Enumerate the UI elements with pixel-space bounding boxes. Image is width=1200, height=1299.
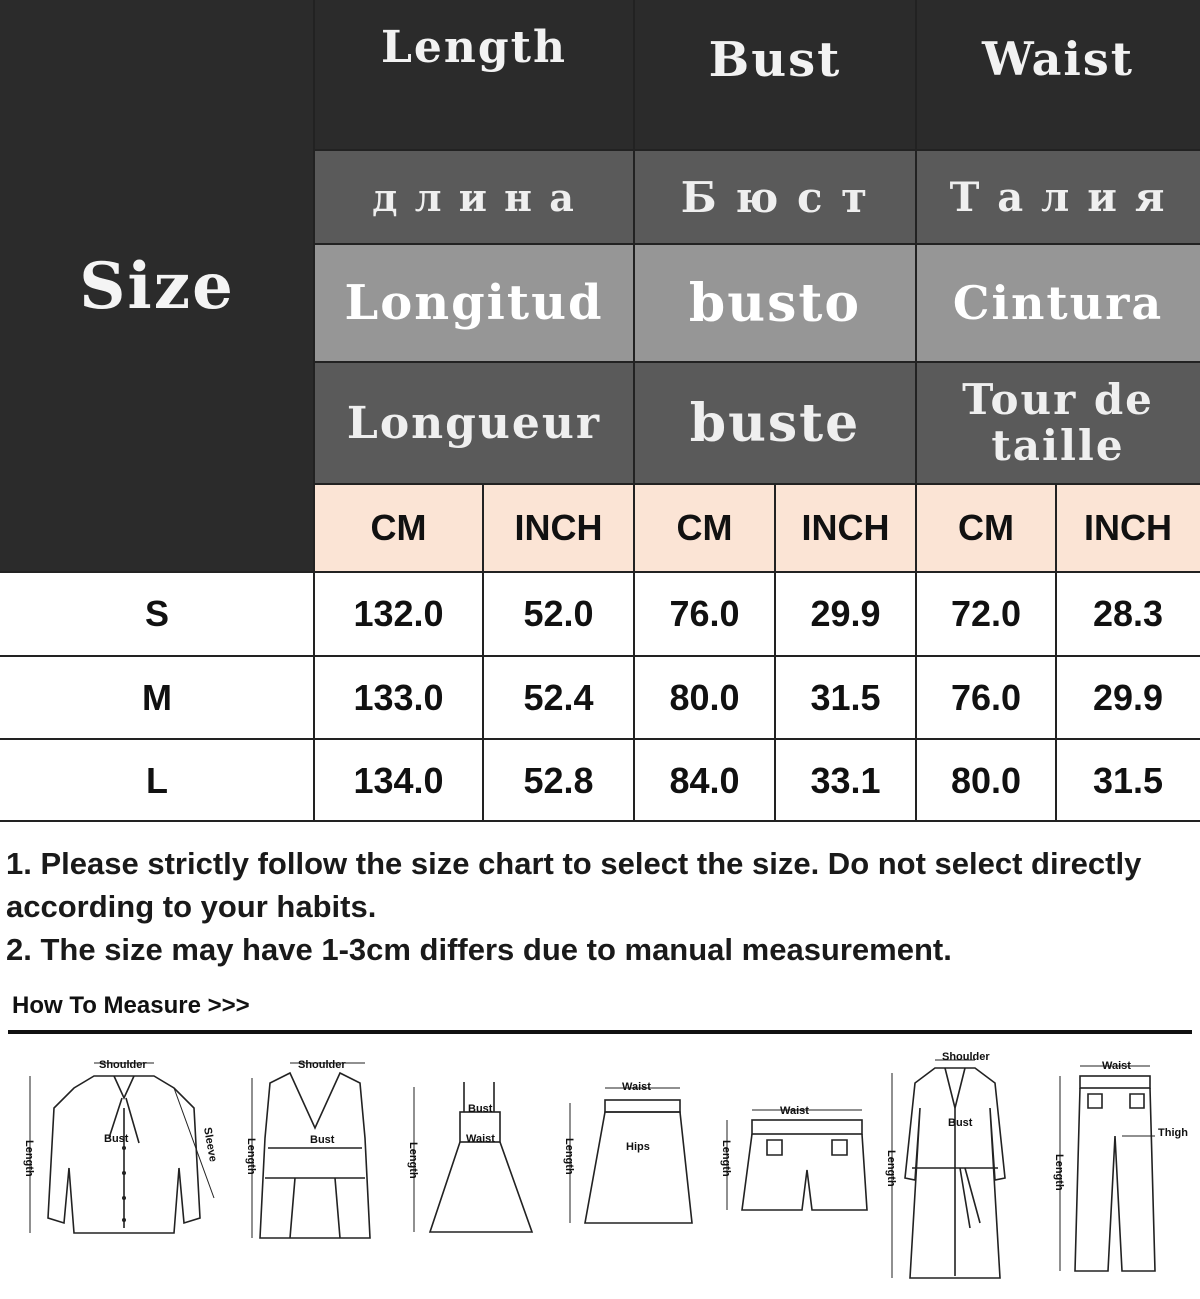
value-cell bbox=[634, 572, 775, 656]
value-cell bbox=[314, 572, 483, 656]
length-es-header bbox=[314, 244, 634, 362]
thigh-label: Thigh bbox=[1158, 1127, 1188, 1139]
length-en-header bbox=[314, 0, 634, 150]
strap-dress-diagram bbox=[402, 1072, 552, 1252]
size-cell bbox=[0, 739, 314, 822]
value-cell bbox=[1056, 572, 1200, 656]
length-label: Length bbox=[407, 1142, 419, 1179]
bust-ru-header bbox=[634, 150, 916, 244]
bust-ru-label: Б ю с т bbox=[680, 172, 870, 222]
bust-label: Bust bbox=[468, 1103, 493, 1115]
bust-en-label: Bust bbox=[708, 32, 842, 88]
length-ru-header bbox=[314, 150, 634, 244]
shorts-icon bbox=[712, 1100, 872, 1230]
unit-header-cell bbox=[775, 484, 916, 572]
value-cell bbox=[314, 739, 483, 822]
grid-line bbox=[314, 149, 1200, 151]
value-text: 29.9 bbox=[1092, 676, 1164, 718]
value-cell bbox=[634, 739, 775, 822]
value-text: 134.0 bbox=[353, 759, 444, 801]
length-fr-label: Longueur bbox=[346, 397, 602, 449]
unit-label: CM bbox=[370, 507, 427, 548]
unit-label: CM bbox=[958, 507, 1014, 548]
value-cell bbox=[634, 656, 775, 739]
size-header-label: Size bbox=[79, 248, 235, 324]
waist-es-label: Cintura bbox=[952, 276, 1164, 330]
coat-diagram bbox=[880, 1048, 1030, 1284]
waist-ru-header bbox=[916, 150, 1200, 244]
bust-fr-label: buste bbox=[689, 392, 861, 454]
length-label: Length bbox=[720, 1140, 732, 1177]
trousers-icon bbox=[1040, 1056, 1196, 1282]
shorts-diagram bbox=[712, 1100, 872, 1230]
value-text: 84.0 bbox=[669, 759, 740, 801]
length-label: Length bbox=[1053, 1154, 1065, 1191]
value-text: 132.0 bbox=[353, 593, 444, 634]
grid-line bbox=[314, 243, 1200, 245]
bust-fr-header bbox=[634, 362, 916, 484]
value-cell bbox=[916, 739, 1056, 822]
value-cell bbox=[483, 739, 634, 822]
value-text: 76.0 bbox=[950, 676, 1022, 718]
skirt-diagram bbox=[560, 1078, 700, 1238]
waist-fr-label-line1: Tour de bbox=[962, 375, 1154, 424]
unit-header-cell bbox=[1056, 484, 1200, 572]
value-text: 29.9 bbox=[810, 593, 881, 634]
note-2: 2. The size may have 1-3cm differs due to manual measurement. bbox=[6, 932, 952, 967]
tank-top-diagram bbox=[240, 1048, 390, 1248]
value-text: 52.8 bbox=[523, 759, 594, 801]
value-text: 31.5 bbox=[810, 676, 881, 718]
length-label: Length bbox=[23, 1140, 35, 1177]
length-en-label: Length bbox=[380, 22, 567, 73]
value-text: 133.0 bbox=[353, 676, 444, 718]
value-cell bbox=[1056, 656, 1200, 739]
bust-es-label: busto bbox=[688, 272, 862, 334]
unit-header-cell bbox=[916, 484, 1056, 572]
length-ru-label: д л и н а bbox=[372, 174, 576, 220]
grid-line bbox=[774, 484, 776, 822]
bust-label: Bust bbox=[310, 1134, 335, 1146]
waist-label: Waist bbox=[1102, 1060, 1131, 1072]
shoulder-label: Shoulder bbox=[942, 1051, 990, 1063]
bust-label: Bust bbox=[104, 1133, 129, 1145]
waist-ru-label: Т а л и я bbox=[949, 173, 1167, 221]
size-header-cell bbox=[0, 0, 314, 572]
value-cell bbox=[483, 572, 634, 656]
grid-line bbox=[482, 484, 484, 822]
waist-label: Waist bbox=[622, 1081, 651, 1093]
waist-es-header bbox=[916, 244, 1200, 362]
waist-en-label: Waist bbox=[981, 32, 1135, 86]
size-cell bbox=[0, 656, 314, 739]
grid-line bbox=[314, 361, 1200, 363]
dress-icon bbox=[402, 1072, 552, 1252]
blouse-diagram bbox=[14, 1048, 234, 1248]
grid-line bbox=[313, 0, 315, 822]
section-divider bbox=[8, 1030, 1192, 1034]
skirt-icon bbox=[560, 1078, 700, 1238]
sleeve-label: Sleeve bbox=[201, 1126, 219, 1163]
value-cell bbox=[775, 572, 916, 656]
waist-en-header bbox=[916, 0, 1200, 150]
bust-en-header bbox=[634, 0, 916, 150]
how-to-measure-title: How To Measure >>> bbox=[12, 992, 250, 1019]
grid-line bbox=[915, 0, 917, 822]
grid-line bbox=[0, 820, 1200, 822]
waist-fr-header bbox=[916, 362, 1200, 484]
waist-fr-label-line2: taille bbox=[991, 421, 1125, 470]
size-label: L bbox=[146, 759, 168, 801]
size-cell bbox=[0, 572, 314, 656]
grid-line bbox=[0, 571, 1200, 573]
unit-header-cell bbox=[314, 484, 483, 572]
value-text: 33.1 bbox=[810, 759, 881, 801]
value-text: 72.0 bbox=[950, 593, 1022, 634]
length-label: Length bbox=[563, 1138, 575, 1175]
unit-label: INCH bbox=[1084, 507, 1172, 548]
value-text: 28.3 bbox=[1092, 593, 1164, 634]
length-label: Length bbox=[245, 1138, 257, 1175]
bust-es-header bbox=[634, 244, 916, 362]
unit-header-cell bbox=[634, 484, 775, 572]
grid-line bbox=[633, 0, 635, 822]
value-cell bbox=[775, 739, 916, 822]
shoulder-label: Shoulder bbox=[99, 1059, 147, 1071]
grid-line bbox=[1055, 484, 1057, 822]
value-cell bbox=[916, 656, 1056, 739]
value-cell bbox=[1056, 739, 1200, 822]
value-text: 52.4 bbox=[523, 676, 594, 718]
grid-line bbox=[314, 483, 1200, 485]
unit-label: INCH bbox=[514, 507, 603, 548]
coat-icon bbox=[880, 1048, 1030, 1284]
bust-label: Bust bbox=[948, 1117, 973, 1129]
grid-line bbox=[0, 738, 1200, 740]
value-text: 80.0 bbox=[950, 759, 1022, 801]
value-cell bbox=[314, 656, 483, 739]
value-text: 76.0 bbox=[669, 593, 740, 634]
value-cell bbox=[483, 656, 634, 739]
grid-line bbox=[0, 655, 1200, 657]
length-es-label: Longitud bbox=[344, 275, 604, 331]
trousers-diagram bbox=[1040, 1056, 1196, 1282]
unit-label: CM bbox=[676, 507, 733, 548]
note-1: 1. Please strictly follow the size chart to select the size. Do not select directly according to your habits. bbox=[6, 846, 1142, 924]
value-text: 80.0 bbox=[669, 676, 740, 718]
tank-top-icon bbox=[240, 1048, 390, 1248]
size-label: M bbox=[142, 676, 172, 718]
unit-header-cell bbox=[483, 484, 634, 572]
value-text: 52.0 bbox=[523, 593, 594, 634]
value-cell bbox=[916, 572, 1056, 656]
hips-label: Hips bbox=[626, 1141, 650, 1153]
notes-block bbox=[6, 842, 1186, 971]
value-text: 31.5 bbox=[1092, 759, 1164, 801]
waist-label: Waist bbox=[466, 1133, 495, 1145]
blouse-icon bbox=[14, 1048, 234, 1248]
value-cell bbox=[775, 656, 916, 739]
shoulder-label: Shoulder bbox=[298, 1059, 346, 1071]
size-label: S bbox=[144, 593, 169, 634]
length-fr-header bbox=[314, 362, 634, 484]
length-label: Length bbox=[885, 1150, 897, 1187]
unit-label: INCH bbox=[801, 507, 890, 548]
waist-label: Waist bbox=[780, 1105, 809, 1117]
